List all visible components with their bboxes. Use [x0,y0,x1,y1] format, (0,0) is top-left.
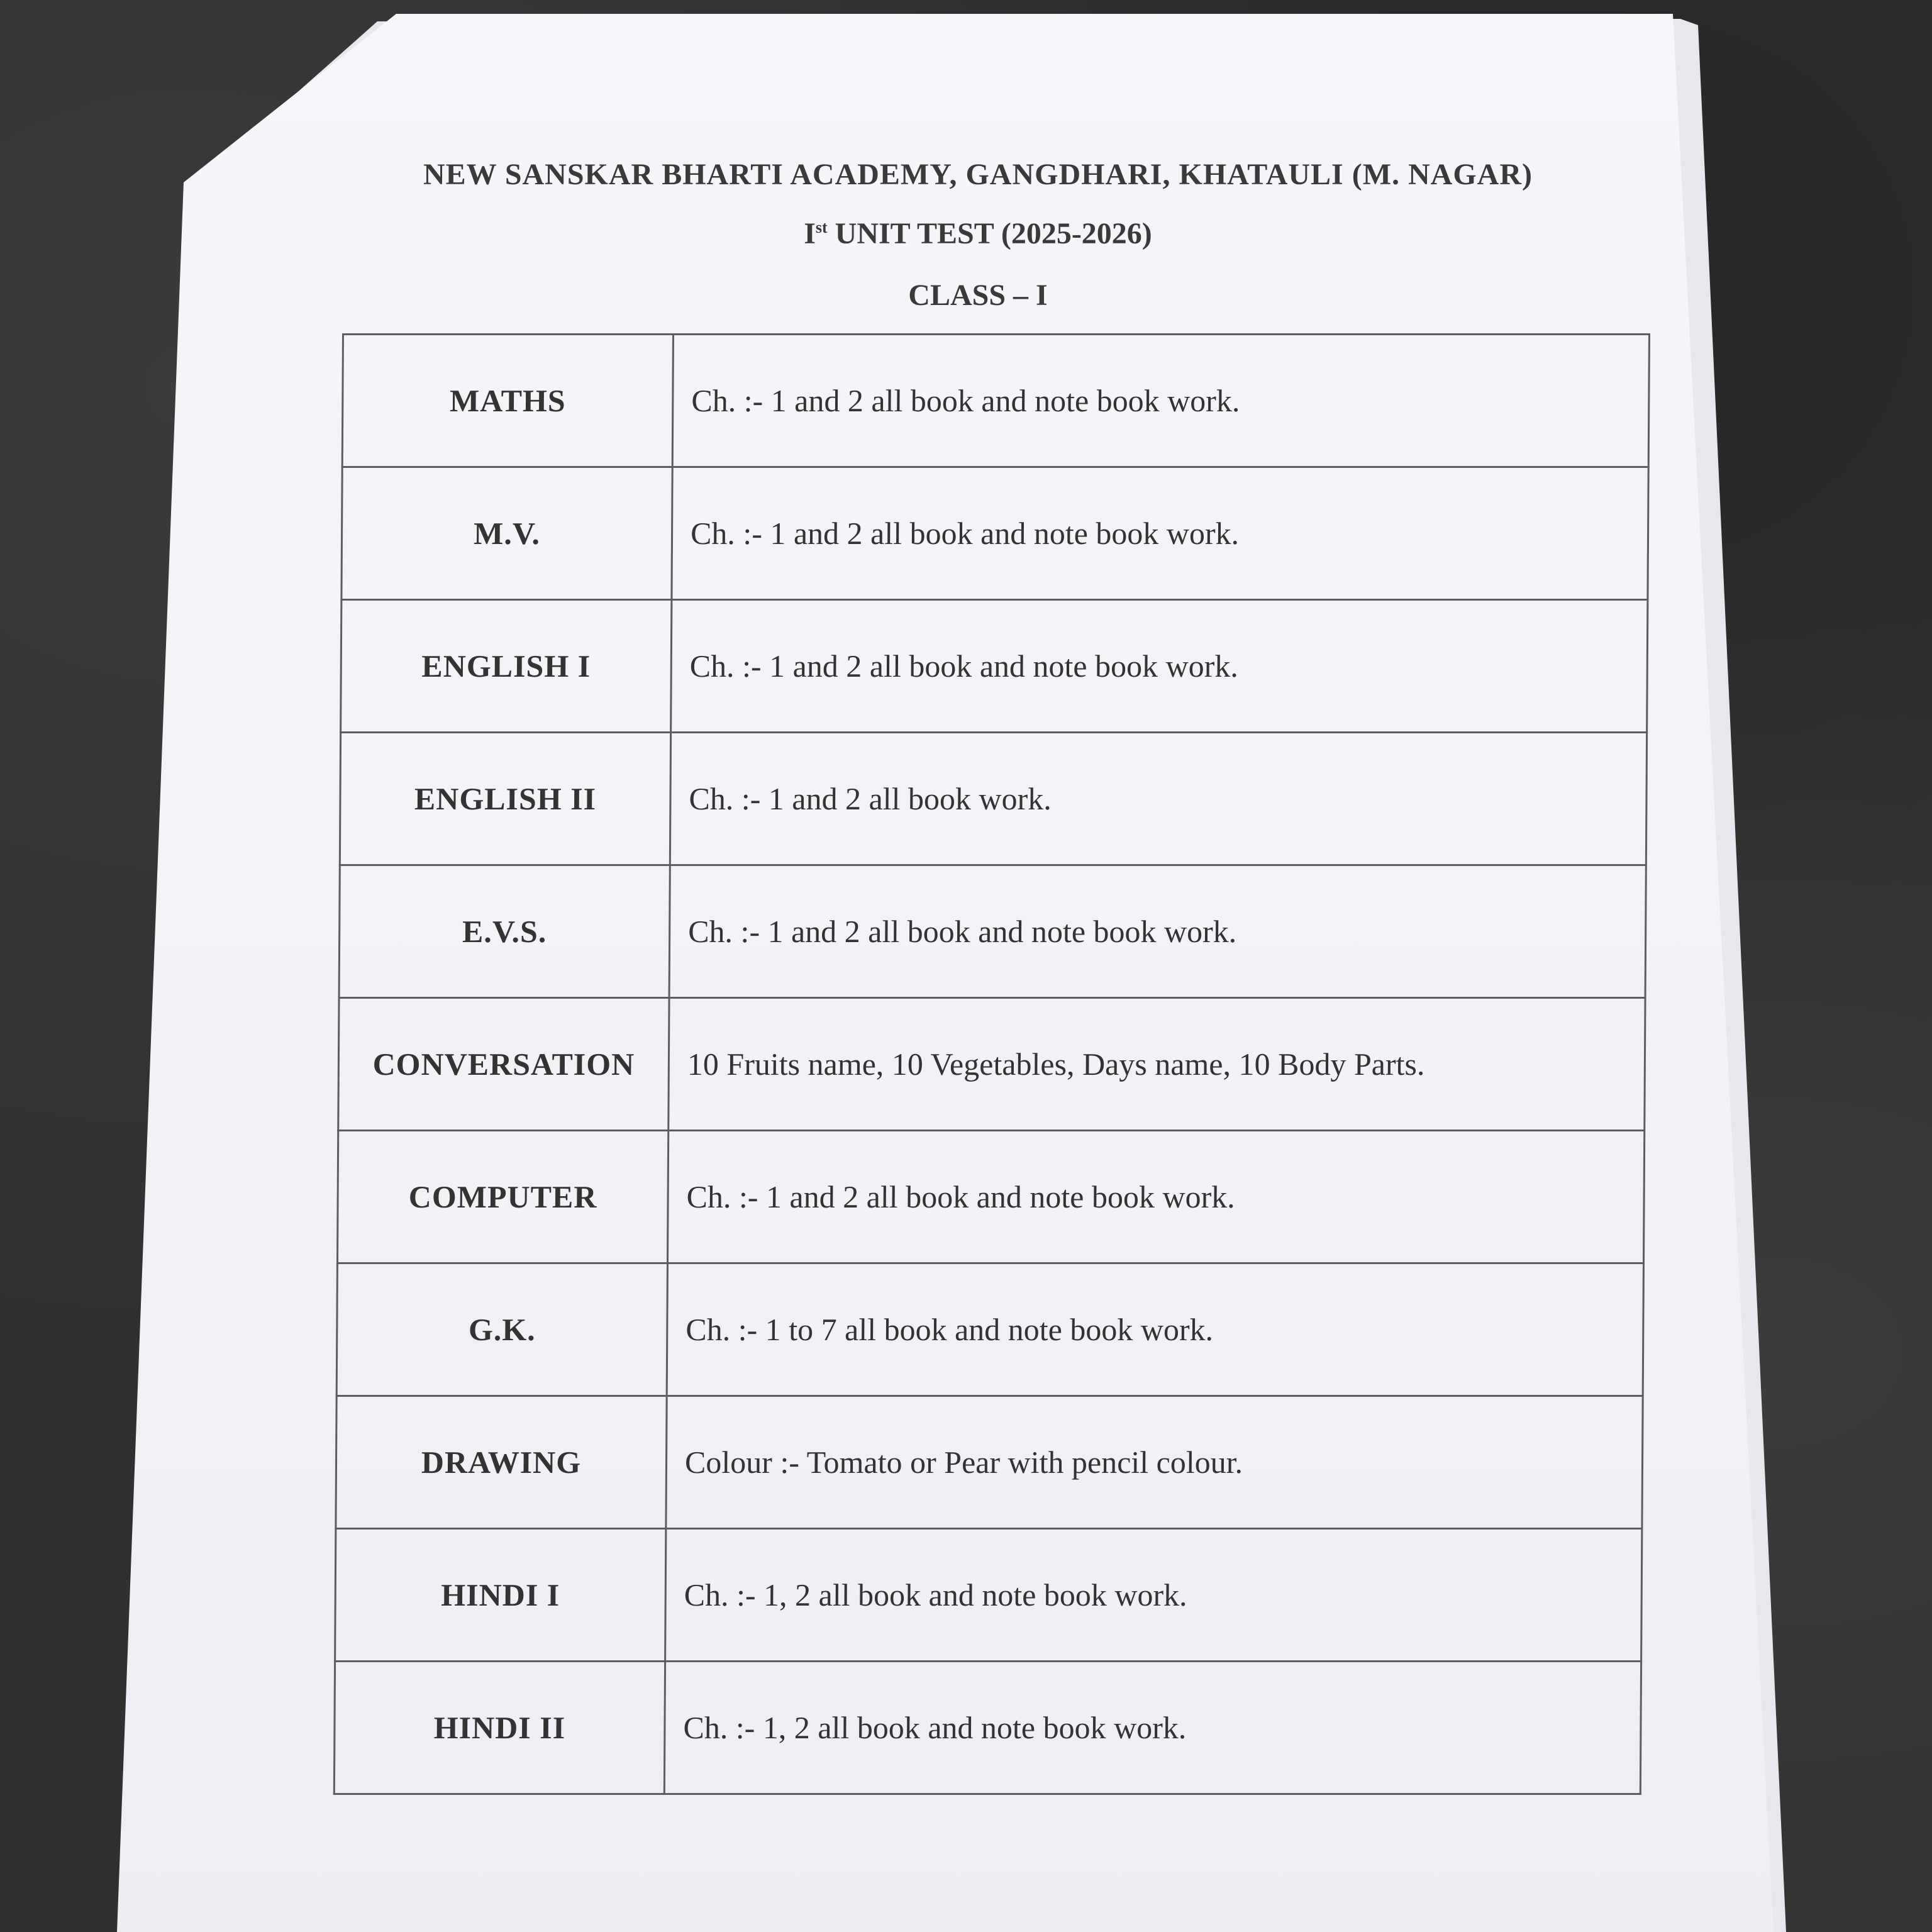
subject-cell: E.V.S. [339,865,670,998]
topics-cell: Ch. :- 1 and 2 all book and note book work. [669,865,1646,998]
topics-cell: Ch. :- 1 and 2 all book and note book work. [667,1131,1644,1263]
test-number: I [804,217,816,250]
table-row [338,998,1645,1131]
topics-cell: Ch. :- 1 and 2 all book and note book work. [672,335,1649,467]
table-row [336,1396,1643,1529]
table-row [341,600,1648,733]
table-row [342,335,1649,467]
test-title: UNIT TEST (2025-2026) [835,217,1152,250]
table-row [339,865,1646,998]
syllabus-table [333,333,1650,1795]
subject-cell: HINDI I [335,1529,666,1662]
topics-cell: Colour :- Tomato or Pear with pencil colour. [666,1396,1643,1529]
school-name: NEW SANSKAR BHARTI ACADEMY, GANGDHARI, KHATAULI (M. NAGAR) [423,158,1533,191]
table-row [335,1529,1642,1662]
class-name: CLASS – I [908,279,1048,312]
subject-cell: DRAWING [336,1396,667,1529]
table-row [334,1662,1641,1794]
topics-cell: Ch. :- 1 and 2 all book and note book work. [672,467,1648,600]
subject-cell: M.V. [341,467,672,600]
test-title-line [314,216,1641,251]
topics-cell: Ch. :- 1 to 7 all book and note book work. [667,1263,1643,1396]
topics-cell: Ch. :- 1, 2 all book and note book work. [665,1529,1642,1662]
topics-cell: Ch. :- 1 and 2 all book work. [670,733,1646,865]
table-row [337,1131,1644,1263]
table-row [341,467,1648,600]
topics-cell: Ch. :- 1, 2 all book and note book work. [664,1662,1641,1794]
subject-cell: G.K. [336,1263,667,1396]
topics-cell: Ch. :- 1 and 2 all book and note book work. [671,600,1648,733]
syllabus-table-body [334,335,1649,1794]
subject-cell: ENGLISH II [340,733,670,865]
topics-cell: 10 Fruits name, 10 Vegetables, Days name, 10 Body Parts. [669,998,1645,1131]
subject-cell: ENGLISH I [341,600,672,733]
subject-cell: CONVERSATION [338,998,669,1131]
subject-cell: COMPUTER [337,1131,668,1263]
table-row [336,1263,1643,1396]
test-ordinal-suffix: st [815,218,828,236]
table-row [340,733,1646,865]
subject-cell: HINDI II [334,1662,665,1794]
subject-cell: MATHS [342,335,673,467]
